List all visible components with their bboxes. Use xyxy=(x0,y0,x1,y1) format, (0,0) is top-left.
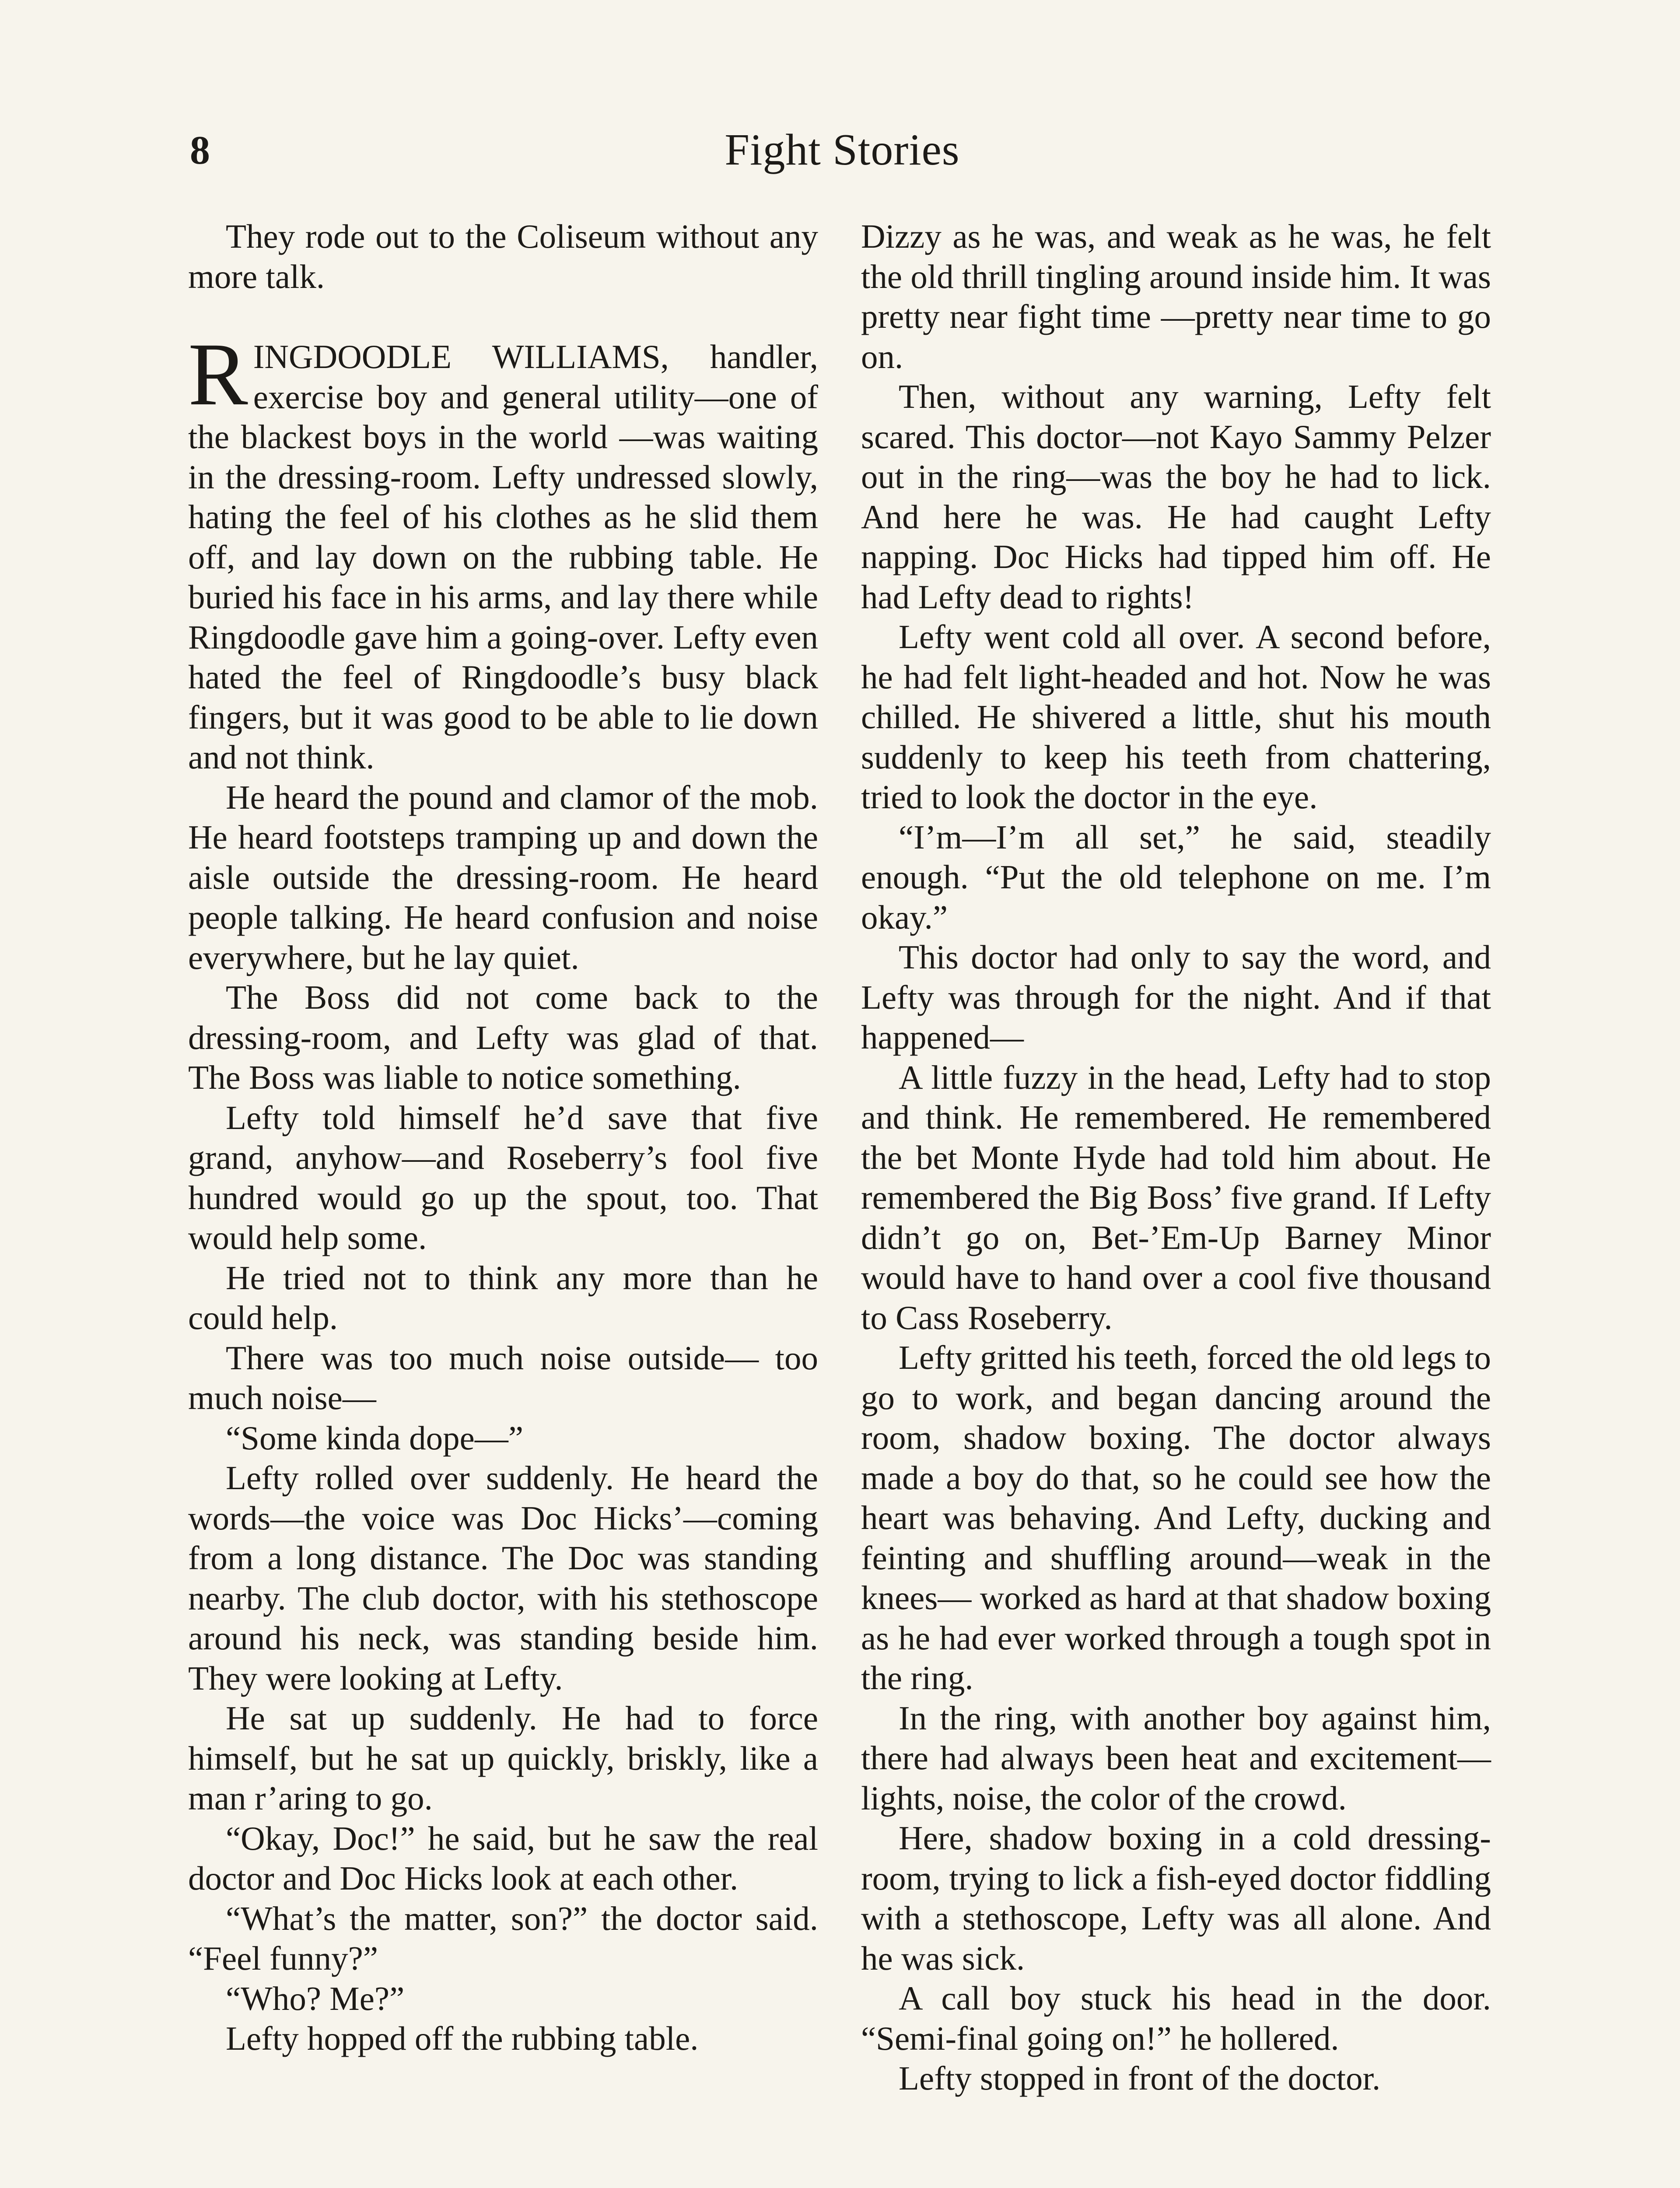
paragraph: Lefty went cold all over. A second before, he had felt light-headed and hot. Now he was chilled. He shivered a little, shut his mouth suddenly to keep his teeth from chattering, tried to look the doctor in the eye. xyxy=(861,618,1491,816)
paragraph: Lefty gritted his teeth, forced the old legs to go to work, and began dancing around the room, shadow boxing. The doctor always made a boy do that, so he could see how the heart was behaving. And Lefty, ducking and feinting and shuffling around—weak in the knees— worked as hard at that shadow boxing as he had ever worked through a tough spot in the ring. xyxy=(861,1339,1491,1697)
paragraph: Lefty told himself he’d save that five grand, anyhow—and Roseberry’s fool five hundred would go up the spout, too. That would help some. xyxy=(188,1098,818,1256)
paragraph: Lefty stopped in front of the doctor. xyxy=(899,2059,1381,2097)
page-number: 8 xyxy=(190,128,210,172)
paragraph-with-dropcap xyxy=(188,325,818,778)
magazine-title: Fight Stories xyxy=(724,125,960,175)
paragraph: A little fuzzy in the head, Lefty had to stop and think. He remembered. He remembered the bet Monte Hyde had told him about. He remembered the Big Boss’ five grand. If Lefty didn’t go on, Bet-’Em-Up Barney Minor would have to hand over a cool five thousand to Cass Roseberry. xyxy=(861,1058,1491,1336)
paragraph: Here, shadow boxing in a cold dressing-room, trying to lick a fish-eyed doctor fiddling with a stethoscope, Lefty was all alone. And he was sick. xyxy=(861,1819,1491,1977)
paragraph: There was too much noise outside— too much noise— xyxy=(188,1339,818,1417)
paragraph: “Okay, Doc!” he said, but he saw the real doctor and Doc Hicks look at each other. xyxy=(188,1819,818,1897)
drop-cap: R xyxy=(188,325,248,424)
paragraph: He heard the pound and clamor of the mob. He heard footsteps tramping up and down the aisle outside the dressing-room. He heard people talking. He heard confusion and noise everywhere, but he lay quiet. xyxy=(188,778,818,976)
paragraph: “Some kinda dope—” xyxy=(226,1419,523,1457)
paragraph: He sat up suddenly. He had to force himself, but he sat up quickly, briskly, like a man r’aring to go. xyxy=(188,1699,818,1817)
paragraph: Lefty rolled over suddenly. He heard the words—the voice was Doc Hicks’—coming from a long distance. The Doc was standing nearby. The club doctor, with his stethoscope around his neck, was standing beside him. They were looking at Lefty. xyxy=(188,1459,818,1697)
paragraph: A call boy stuck his head in the door. “Semi-final going on!” he hollered. xyxy=(861,1979,1491,2057)
paragraph: Then, without any warning, Lefty felt scared. This doctor—not Kayo Sammy Pelzer out in the ring—was the boy he had to lick. And here he was. He had caught Lefty napping. Doc Hicks had tipped him off. He had Lefty dead to rights! xyxy=(861,378,1491,616)
page-header xyxy=(188,117,1496,183)
paragraph-continued: Dizzy as he was, and weak as he was, he felt the old thrill tingling around inside him. It was pretty near fight time —pretty near time to go on. xyxy=(861,217,1491,375)
paragraph: He tried not to think any more than he could help. xyxy=(188,1259,818,1336)
paragraph: “What’s the matter, son?” the doctor said. “Feel funny?” xyxy=(188,1899,818,1977)
paragraph: “Who? Me?” xyxy=(226,1979,405,2017)
left-column xyxy=(188,217,818,2059)
paragraph-text: INGDOODLE WILLIAMS, handler, exercise boy and general utility—one of the blackest boys in the world —was waiting in the dressing-room. Lefty undressed slowly, hating the feel of his clothes as he slid them off, and lay down on the rubbing table. He buried his face in his arms, and lay there while Ringdoodle gave him a going-over. Lefty even hated the feel of Ringdoodle’s busy black fingers, but it was good to be able to lie down and not think. xyxy=(188,338,818,776)
paragraph: They rode out to the Coliseum without any more talk. xyxy=(188,217,818,295)
right-column xyxy=(861,217,1491,2099)
paragraph: Lefty hopped off the rubbing table. xyxy=(226,2020,699,2057)
paragraph: The Boss did not come back to the dressing-room, and Lefty was glad of that. The Boss was liable to notice something. xyxy=(188,978,818,1096)
paragraph: In the ring, with another boy against him, there had always been heat and excitement—lights, noise, the color of the crowd. xyxy=(861,1699,1491,1817)
paragraph: This doctor had only to say the word, and Lefty was through for the night. And if that happened— xyxy=(861,938,1491,1056)
paragraph: “I’m—I’m all set,” he said, steadily enough. “Put the old telephone on me. I’m okay.” xyxy=(861,818,1491,936)
